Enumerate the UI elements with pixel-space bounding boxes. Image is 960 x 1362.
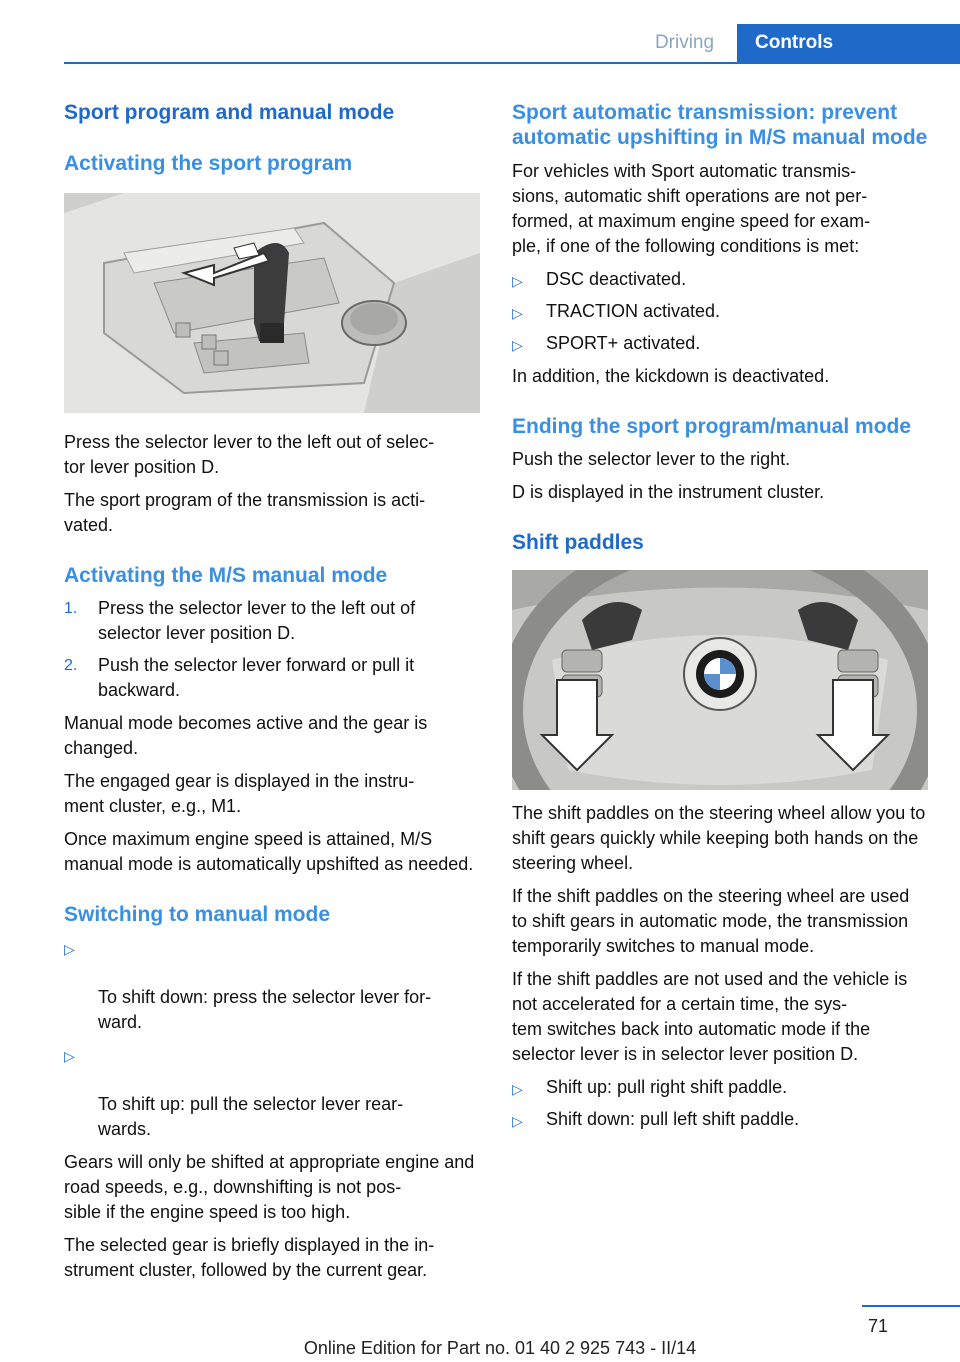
switching-paragraph-1: Gears will only be shifted at appropriate engine and road speeds, e.g., downshifting is not pos- sible if the engine speed is too high. — [64, 1152, 475, 1222]
heading-switching: Switching to manual mode — [64, 903, 331, 926]
page-number: 71 — [867, 1316, 888, 1336]
heading-shift-paddles: Shift paddles — [512, 531, 644, 554]
ms-paragraph-3: Once maximum engine speed is attained, M/S manual mode is automatically upshifted as needed. — [64, 829, 474, 874]
step-text: Press the selector lever to the left out of selector lever position D. — [98, 598, 416, 643]
ending-paragraph-2: D is displayed in the instrument cluster. — [512, 482, 825, 502]
heading-activating-sport: Activating the sport program — [64, 152, 353, 175]
prevent-paragraph-1: For vehicles with Sport automatic transmis- sions, automatic shift operations are not per- formed, at maximum engine speed for exam- ple, if one of the following conditions is met: — [512, 161, 871, 256]
step-text: Push the selector lever forward or pull it backward. — [98, 655, 415, 700]
selector-lever-illustration — [64, 193, 480, 413]
conditions-list — [512, 267, 928, 356]
list-item — [512, 267, 928, 292]
header-rule — [64, 62, 960, 64]
left-column — [64, 100, 480, 1283]
paddles-paragraph-1: The shift paddles on the steering wheel allow you to shift gears quickly while keeping both hands on the steering wheel. — [512, 803, 926, 873]
prevent-paragraph-2: In addition, the kickdown is deactivated. — [512, 366, 830, 386]
steering-wheel-figure — [512, 570, 928, 790]
list-item-text: DSC deactivated. — [546, 269, 687, 289]
triangle-bullet-icon: ▷ — [64, 1048, 75, 1064]
heading-activating-ms: Activating the M/S manual mode — [64, 564, 388, 587]
list-item — [512, 1107, 928, 1132]
list-item — [512, 331, 928, 356]
heading-ending: Ending the sport program/manual mode — [512, 415, 912, 438]
ending-paragraph-1: Push the selector lever to the right. — [512, 449, 791, 469]
ms-steps-list — [64, 596, 480, 703]
heading-prevent-upshift: Sport automatic transmission: prevent automatic upshifting in M/S manual mode — [512, 101, 928, 149]
steering-wheel-illustration — [512, 570, 928, 790]
edition-footer: Online Edition for Part no. 01 40 2 925 743 - II/14 — [303, 1338, 697, 1358]
list-item — [64, 935, 480, 1035]
list-item — [512, 1075, 928, 1100]
right-column — [512, 100, 928, 1132]
list-item — [64, 596, 480, 646]
triangle-bullet-icon: ▷ — [512, 1081, 523, 1097]
triangle-bullet-icon: ▷ — [64, 941, 75, 957]
list-item-text: To shift up: pull the selector lever rear- wards. — [98, 1094, 404, 1139]
list-item — [512, 299, 928, 324]
paddles-paragraph-3: If the shift paddles are not used and the vehicle is not accelerated for a certain time, the sys- tem switches back into automatic mode if the selector lever is in selector lever position D. — [512, 969, 908, 1064]
section-title: Sport program and manual mode — [64, 101, 395, 124]
switching-list — [64, 935, 480, 1142]
section-tab-controls[interactable]: Controls — [737, 24, 960, 62]
list-item-text: TRACTION activated. — [546, 301, 721, 321]
ms-paragraph-1: Manual mode becomes active and the gear is changed. — [64, 713, 428, 758]
step-number: 1. — [64, 600, 78, 617]
paddles-list — [512, 1075, 928, 1132]
list-item-text: Shift up: pull right shift paddle. — [546, 1077, 788, 1097]
switching-paragraph-2: The selected gear is briefly displayed in the in- strument cluster, followed by the current gear. — [64, 1235, 435, 1280]
list-item-text: Shift down: pull left shift paddle. — [546, 1109, 800, 1129]
triangle-bullet-icon: ▷ — [512, 273, 523, 289]
list-item — [64, 653, 480, 703]
sport-paragraph-2: The sport program of the transmission is acti- vated. — [64, 490, 426, 535]
list-item-text: SPORT+ activated. — [546, 333, 701, 353]
sport-paragraph-1: Press the selector lever to the left out of selec- tor lever position D. — [64, 432, 435, 477]
section-tab-driving[interactable]: Driving — [654, 32, 715, 53]
page-header — [0, 0, 960, 63]
paddles-paragraph-2: If the shift paddles on the steering wheel are used to shift gears in automatic mode, the transmission temporarily switches to manual mode. — [512, 886, 910, 956]
footer-rule — [862, 1305, 960, 1307]
ms-paragraph-2: The engaged gear is displayed in the instru- ment cluster, e.g., M1. — [64, 771, 415, 816]
list-item-text: To shift down: press the selector lever for- ward. — [98, 987, 432, 1032]
triangle-bullet-icon: ▷ — [512, 305, 523, 321]
list-item — [64, 1042, 480, 1142]
step-number: 2. — [64, 657, 78, 674]
selector-lever-figure — [64, 193, 480, 413]
triangle-bullet-icon: ▷ — [512, 337, 523, 353]
triangle-bullet-icon: ▷ — [512, 1113, 523, 1129]
